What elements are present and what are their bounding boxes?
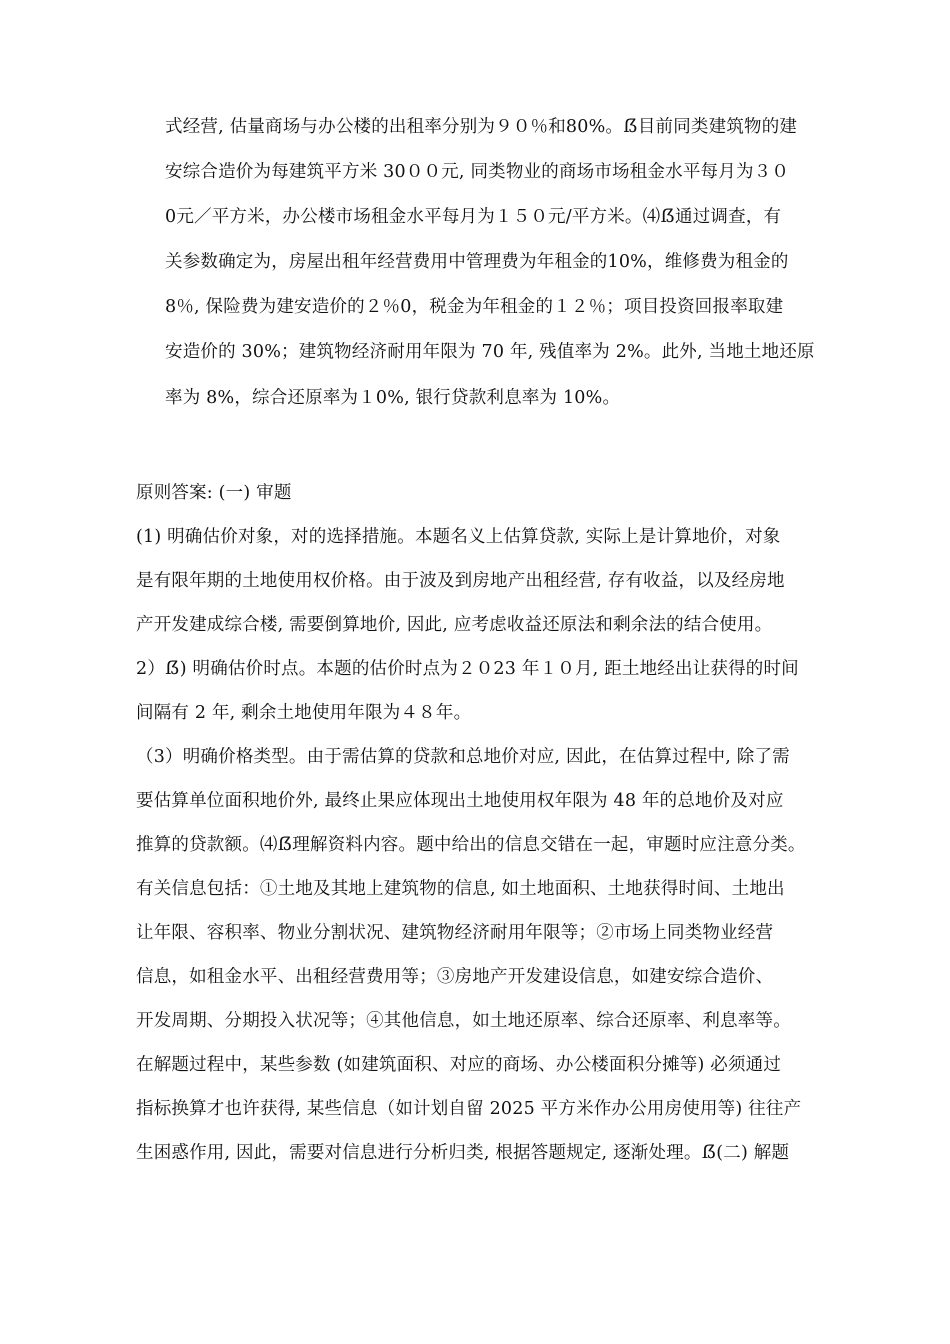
text-line: 安综合造价为每建筑平方米 30００元, 同类物业的商场市场租金水平每月为３０	[165, 162, 790, 182]
text-line: 开发周期、分期投入状况等；④其他信息，如土地还原率、综合还原率、利息率等。	[136, 1011, 791, 1031]
text-line: 0元／平方米，办公楼市场租金水平每月为１５０元/平方米。⑷ẞ通过调查，有	[165, 207, 782, 227]
text-line: 率为 8%，综合还原率为１0%, 银行贷款利息率为 10%。	[165, 388, 621, 408]
text-line: 信息，如租金水平、出租经营费用等；③房地产开发建设信息，如建安综合造价、	[136, 967, 774, 987]
text-line: 有关信息包括：①土地及其地上建筑物的信息, 如土地面积、土地获得时间、土地出	[136, 879, 785, 899]
text-line: 安造价的 30%；建筑物经济耐用年限为 70 年, 残值率为 2%。此外, 当地土地还原	[165, 342, 815, 362]
text-line: 让年限、容积率、物业分割状况、建筑物经济耐用年限等；②市场上同类物业经营	[136, 923, 774, 943]
text-line: 8％, 保险费为建安造价的２％0，税金为年租金的１２％；项目投资回报率取建	[165, 297, 784, 317]
text-line: 指标换算才也许获得, 某些信息（如计划自留 2025 平方米作办公用房使用等) 往往产	[136, 1099, 802, 1119]
text-line: 要估算单位面积地价外, 最终止果应体现出土地使用权年限为 48 年的总地价及对应	[136, 791, 784, 811]
text-line: 产开发建成综合楼, 需要倒算地价, 因此, 应考虑收益还原法和剩余法的结合使用。	[136, 615, 773, 635]
text-line: 在解题过程中，某些参数 (如建筑面积、对应的商场、办公楼面积分摊等) 必须通过	[136, 1055, 782, 1075]
text-line: (1) 明确估价对象，对的选择措施。本题名义上估算贷款, 实际上是计算地价，对象	[136, 527, 781, 547]
text-line: 生困惑作用, 因此，需要对信息进行分析归类, 根据答题规定, 逐渐处理。ẞ(二) 解题	[136, 1143, 790, 1163]
text-line: 间隔有 2 年, 剩余土地使用年限为４８年。	[136, 703, 472, 723]
text-line: 是有限年期的土地使用权价格。由于波及到房地产出租经营, 存有收益，以及经房地	[136, 571, 785, 591]
text-line: 2）ẞ) 明确估价时点。本题的估价时点为２０23 年１０月, 距土地经出让获得的时间	[136, 659, 799, 679]
text-line: 式经营, 估量商场与办公楼的出租率分别为９０％和80%。ẞ目前同类建筑物的建	[165, 117, 798, 137]
section-heading: 原则答案: (一) 审题	[136, 483, 292, 503]
text-line: 推算的贷款额。⑷ẞ理解资料内容。题中给出的信息交错在一起，审题时应注意分类。	[136, 835, 806, 855]
text-line: （3）明确价格类型。由于需估算的贷款和总地价对应, 因此，在估算过程中, 除了需	[136, 747, 790, 767]
text-line: 关参数确定为，房屋出租年经营费用中管理费为年租金的10%，维修费为租金的	[165, 252, 789, 272]
